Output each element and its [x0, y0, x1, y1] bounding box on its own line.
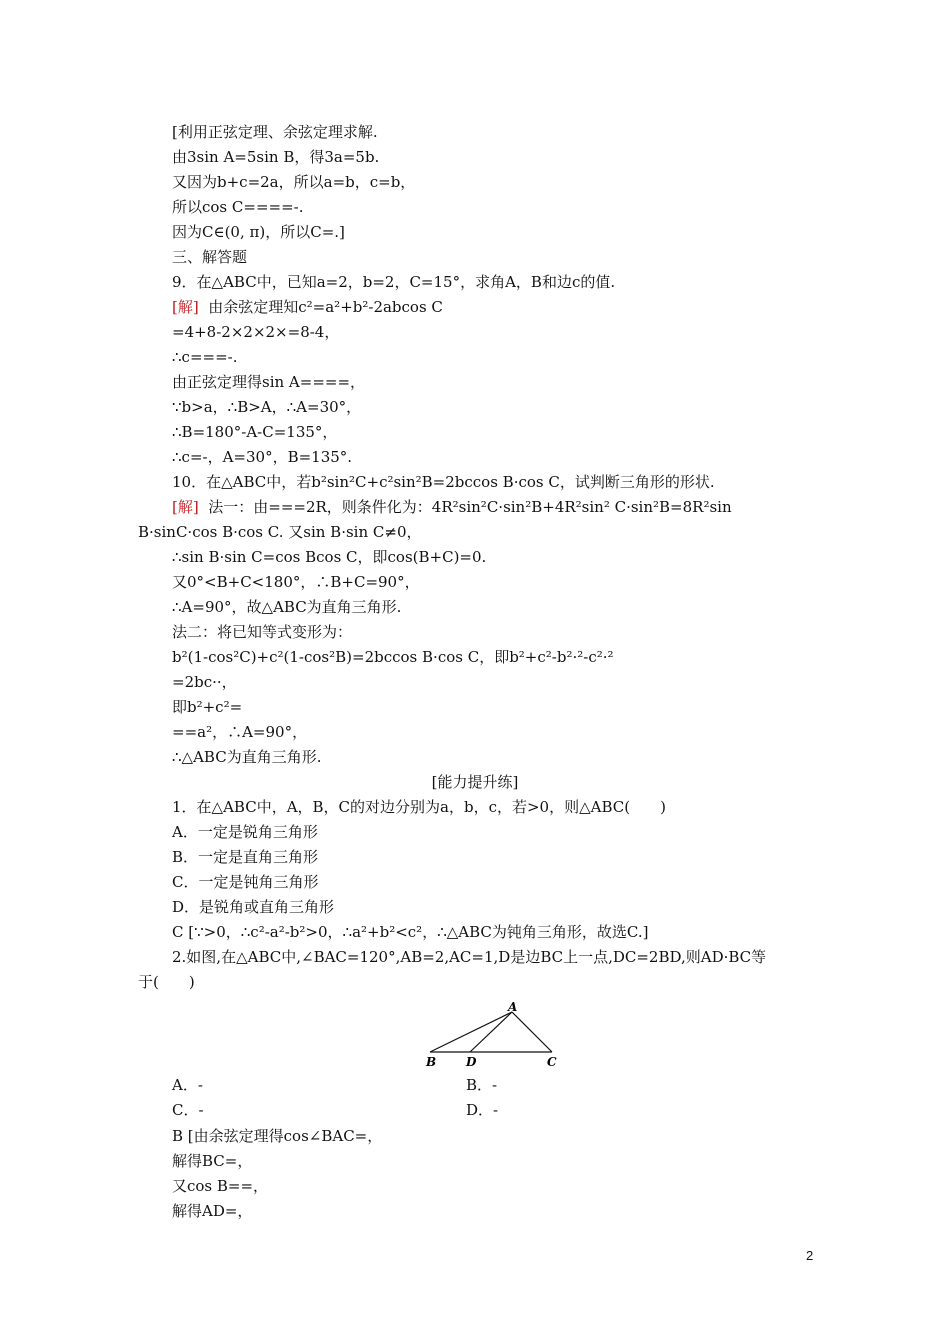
- question-1: 1．在△ABC中，A，B，C的对边分别为a，b，c，若>0，则△ABC( ): [172, 798, 666, 816]
- option-b: B．一定是直角三角形: [172, 848, 319, 866]
- text-line: 解得BC=，: [172, 1152, 253, 1170]
- page-number: 2: [806, 1248, 814, 1263]
- option-d: D．是锐角或直角三角形: [172, 898, 335, 916]
- vertex-label-a: A: [508, 1002, 518, 1014]
- option-c: C．一定是钝角三角形: [172, 873, 319, 891]
- vertex-label-d: D: [466, 1055, 477, 1069]
- text-line: 由正弦定理得sin A====，: [172, 373, 366, 391]
- text-line: 即b²+c²=: [172, 698, 243, 716]
- solution-tag: [解]: [172, 498, 199, 516]
- option-b: B．-: [466, 1076, 498, 1094]
- text-line: ∴A=90°，故△ABC为直角三角形.: [172, 598, 402, 616]
- option-c: C．-: [172, 1101, 204, 1119]
- text-line: 由3sin A=5sin B，得3a=5b.: [172, 148, 380, 166]
- question-10: 10．在△ABC中，若b²sin²C+c²sin²B=2bccos B·cos C，试判断三角形的形状.: [172, 473, 715, 491]
- text-line: 解得AD=，: [172, 1202, 253, 1220]
- triangle-figure: [420, 1002, 570, 1074]
- solution-text: 由余弦定理知c²=a²+b²-2abcos C: [198, 298, 443, 316]
- answer-line: B [由余弦定理得cos∠BAC=，: [172, 1127, 383, 1145]
- segment-ac: [512, 1012, 552, 1052]
- option-a: A．-: [172, 1076, 203, 1094]
- vertex-label-b: B: [426, 1055, 437, 1069]
- segment-ab: [430, 1012, 512, 1052]
- text-line: =2bc··，: [172, 673, 237, 691]
- text-line: ∵b>a，∴B>A，∴A=30°，: [172, 398, 362, 416]
- text-line: 因为C∈(0, π)，所以C=.]: [172, 223, 345, 241]
- text-line: ∴B=180°-A-C=135°，: [172, 423, 338, 441]
- solution-tag: [解]: [172, 298, 199, 316]
- option-a: A．一定是锐角三角形: [172, 823, 318, 841]
- solution-line: [172, 297, 443, 317]
- text-line: ∴sin B·sin C=cos Bcos C，即cos(B+C)=0.: [172, 548, 487, 566]
- text-line: 所以cos C====-.: [172, 198, 304, 216]
- section-heading: 三、解答题: [172, 248, 248, 266]
- text-line: 又cos B==，: [172, 1177, 269, 1195]
- text-line: ∴c===-.: [172, 348, 238, 366]
- text-line: ∴c=-，A=30°，B=135°.: [172, 448, 353, 466]
- text-line: =4+8-2×2×2×=8-4，: [172, 323, 340, 341]
- question-9: 9．在△ABC中，已知a=2，b=2，C=15°，求角A，B和边c的值.: [172, 273, 616, 291]
- solution-line: [172, 497, 732, 517]
- segment-ad: [470, 1012, 512, 1052]
- text-line: 法二：将已知等式变形为：: [172, 623, 353, 641]
- question-2: 2.如图,在△ABC中,∠BAC=120°,AB=2,AC=1,D是边BC上一点,DC=2BD,则AD·BC等: [172, 948, 767, 966]
- text-line: 又0°<B+C<180°，∴B+C=90°，: [172, 573, 420, 591]
- option-d: D．-: [466, 1101, 499, 1119]
- text-line: ∴△ABC为直角三角形.: [172, 748, 322, 766]
- text-line: 于( ): [138, 973, 195, 991]
- text-line: 又因为b+c=2a，所以a=b，c=b，: [172, 173, 416, 191]
- text-line: b²(1-cos²C)+c²(1-cos²B)=2bccos B·cos C，即b²+c²-b²·²-c²·²: [172, 648, 614, 666]
- section-heading: [能力提升练]: [431, 773, 519, 791]
- solution-text: 法一：由===2R，则条件化为：4R²sin²C·sin²B+4R²sin² C·sin²B=8R²sin: [198, 498, 732, 516]
- text-line: [利用正弦定理、余弦定理求解.: [172, 123, 378, 141]
- answer-line: C [∵>0，∴c²-a²-b²>0，∴a²+b²<c²，∴△ABC为钝角三角形，故选C.]: [172, 923, 649, 941]
- text-line: ==a²，∴A=90°，: [172, 723, 308, 741]
- vertex-label-c: C: [547, 1055, 557, 1069]
- text-line: B·sinC·cos B·cos C. 又sin B·sin C≠0，: [138, 523, 422, 541]
